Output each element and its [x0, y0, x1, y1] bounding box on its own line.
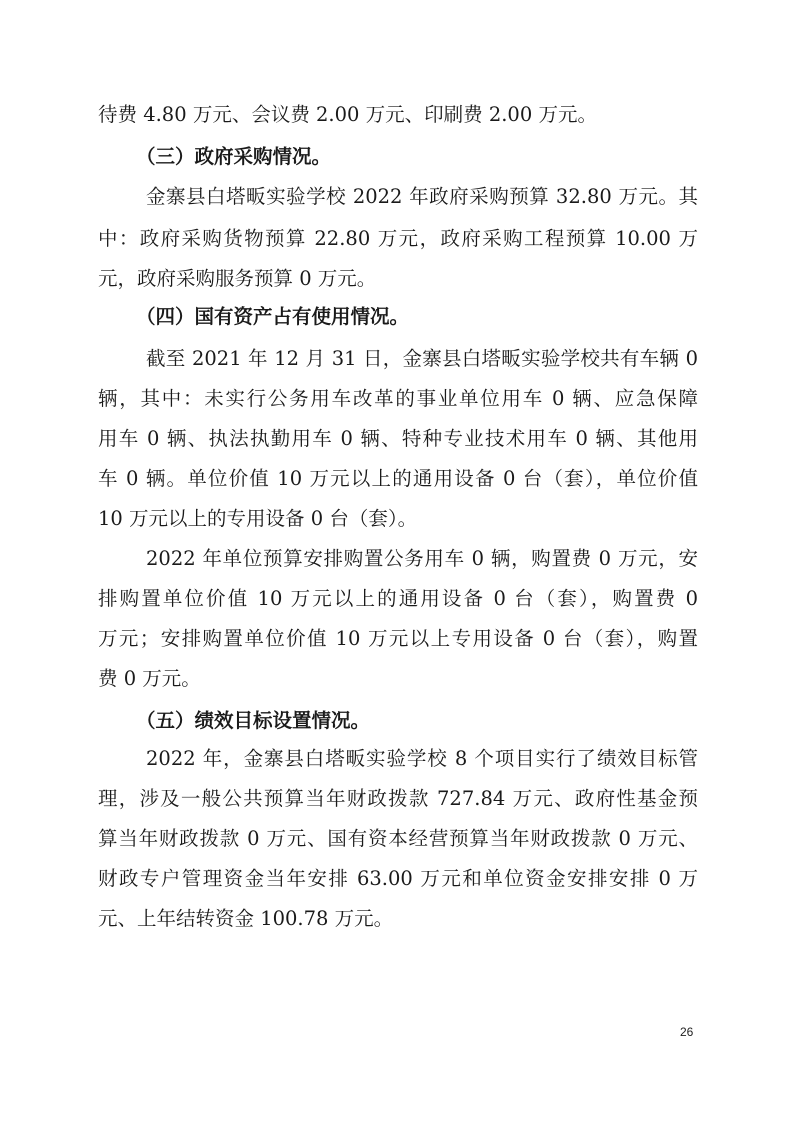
- section-heading-procurement: （三）政府采购情况。: [136, 145, 332, 168]
- paragraph-line: 理，涉及一般公共预算当年财政拨款 727.84 万元、政府性基金预: [98, 787, 698, 810]
- paragraph-line: 金寨县白塔畈实验学校 2022 年政府采购预算 32.80 万元。其: [146, 185, 698, 208]
- paragraph-line: 算当年财政拨款 0 万元、国有资本经营预算当年财政拨款 0 万元、: [98, 827, 698, 850]
- paragraph-line: 财政专户管理资金当年安排 63.00 万元和单位资金安排安排 0 万: [98, 867, 698, 890]
- section-heading-assets: （四）国有资产占有使用情况。: [136, 305, 410, 328]
- section-heading-performance: （五）绩效目标设置情况。: [136, 709, 371, 732]
- paragraph-line: 待费 4.80 万元、会议费 2.00 万元、印刷费 2.00 万元。: [98, 103, 597, 126]
- paragraph-line: 截至 2021 年 12 月 31 日，金寨县白塔畈实验学校共有车辆 0: [146, 347, 698, 370]
- paragraph-line: 用车 0 辆、执法执勤用车 0 辆、特种专业技术用车 0 辆、其他用: [98, 427, 698, 450]
- paragraph-line: 排购置单位价值 10 万元以上的通用设备 0 台（套），购置费 0: [98, 587, 698, 610]
- paragraph-line: 元，政府采购服务预算 0 万元。: [98, 267, 377, 290]
- paragraph-line: 元、上年结转资金 100.78 万元。: [98, 907, 394, 930]
- paragraph-line: 车 0 辆。单位价值 10 万元以上的通用设备 0 台（套），单位价值: [98, 467, 698, 490]
- page-number: 26: [680, 1025, 694, 1039]
- paragraph-line: 万元；安排购置单位价值 10 万元以上专用设备 0 台（套），购置: [98, 627, 698, 650]
- paragraph-line: 10 万元以上的专用设备 0 台（套）。: [98, 507, 418, 530]
- paragraph-line: 2022 年，金寨县白塔畈实验学校 8 个项目实行了绩效目标管: [146, 747, 698, 770]
- paragraph-line: 中：政府采购货物预算 22.80 万元，政府采购工程预算 10.00 万: [98, 227, 698, 250]
- paragraph-line: 费 0 万元。: [98, 667, 201, 690]
- paragraph-line: 辆，其中：未实行公务用车改革的事业单位用车 0 辆、应急保障: [98, 387, 698, 410]
- paragraph-line: 2022 年单位预算安排购置公务用车 0 辆，购置费 0 万元，安: [146, 547, 698, 570]
